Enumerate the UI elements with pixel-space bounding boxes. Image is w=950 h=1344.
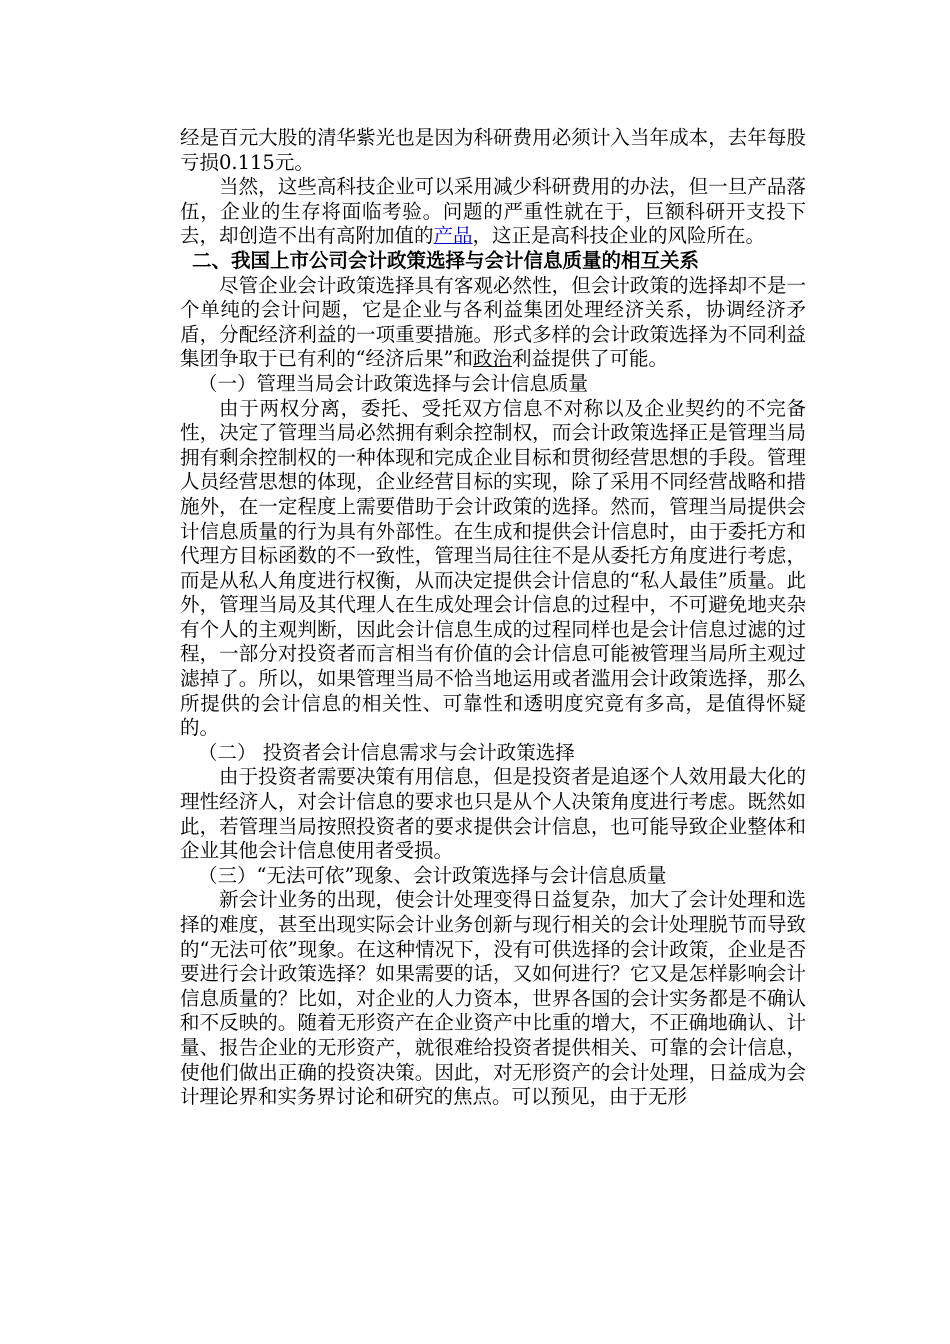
- paragraph-6: 新会计业务的出现，使会计处理变得日益复杂，加大了会计处理和选择的难度，甚至出现实际会计业务创新与现行相关的会计处理脱节而导致的“无法可依”现象。在这种情况下，没有可供选择的会计政策，企业是否要进行会计政策选择？如果需要的话，又如何进行？它又是怎样影响会计信息质量的？比如，对企业的人力资本，世界各国的会计实务都是不确认和不反映的。随着无形资产在企业资产中比重的增大，不正确地确认、计量、报告企业的无形资产，就很难给投资者提供相关、可靠的会计信息，使他们做出正确的投资决策。因此，对无形资产的会计处理，日益成为会计理论界和实务界讨论和研究的焦点。可以预见，由于无形: [180, 888, 806, 1109]
- paragraph-1: 经是百元大股的清华紫光也是因为科研费用必须计入当年成本，去年每股亏损0.115元。: [180, 126, 806, 174]
- subheading-3: （三）“无法可依”现象、会计政策选择与会计信息质量: [198, 863, 667, 887]
- politics-link[interactable]: 政治: [472, 347, 512, 371]
- paragraph-4: 由于两权分离，委托、受托双方信息不对称以及企业契约的不完备性，决定了管理当局必然拥有剩余控制权，而会计政策选择正是管理当局拥有剩余控制权的一种体现和完成企业目标和贯彻经营思想的手段。管理人员经营思想的体现，企业经营目标的实现，除了采用不同经营战略和措施外，在一定程度上需要借助于会计政策的选择。然而，管理当局提供会计信息质量的行为具有外部性。在生成和提供会计信息时，由于委托方和代理方目标函数的不一致性，管理当局往往不是从委托方角度进行考虑，而是从私人角度进行权衡，从而决定提供会计信息的“私人最佳”质量。此外，管理当局及其代理人在生成处理会计信息的过程中，不可避免地夹杂有个人的主观判断，因此会计信息生成的过程同样也是会计信息过滤的过程，一部分对投资者而言相当有价值的会计信息可能被管理当局所主观过滤掉了。所以，如果管理当局不恰当地运用或者滥用会计政策选择，那么所提供的会计信息的相关性、可靠性和透明度究竟有多高，是值得怀疑的。: [180, 396, 806, 740]
- subheading-1: （一）管理当局会计政策选择与会计信息质量: [198, 371, 589, 395]
- paragraph-3: [180, 274, 806, 372]
- document-page: [180, 126, 806, 1110]
- paragraph-3-text-a: 尽管企业会计政策选择具有客观必然性，但会计政策的选择却不是一个单纯的会计问题，它是企业与各利益集团处理经济关系，协调经济矛盾，分配经济利益的一项重要措施。形式多样的会计政策选择为不同利益集团争取于已有利的“经济后果”和: [180, 273, 806, 371]
- paragraph-3-text-b: 利益提供了可能。: [511, 347, 668, 371]
- subheading-2: （二） 投资者会计信息需求与会计政策选择: [198, 740, 575, 764]
- paragraph-5: 由于投资者需要决策有用信息，但是投资者是追逐个人效用最大化的理性经济人，对会计信息的要求也只是从个人决策角度进行考虑。既然如此，若管理当局按照投资者的要求提供会计信息，也可能导致企业整体和企业其他会计信息使用者受损。: [180, 765, 806, 863]
- section-heading-2: 二、我国上市公司会计政策选择与会计信息质量的相互关系: [192, 248, 700, 272]
- paragraph-2-text-b: ，这正是高科技企业的风险所在。: [472, 224, 766, 248]
- paragraph-2-text-a: 当然，这些高科技企业可以采用减少科研费用的办法，但一旦产品落伍，企业的生存将面临考验。问题的严重性就在于，巨额科研开支投下去，却创造不出有高附加值的: [180, 175, 806, 248]
- products-link[interactable]: 产品: [433, 224, 473, 248]
- paragraph-2: [180, 175, 806, 249]
